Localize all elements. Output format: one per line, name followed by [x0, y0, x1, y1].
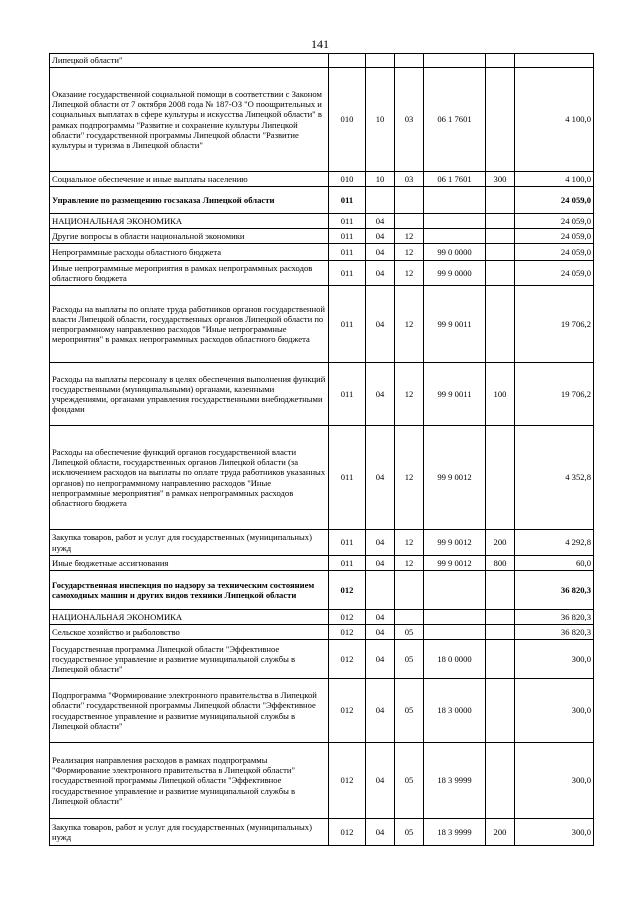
- row-amount: 24 059,0: [515, 187, 594, 214]
- row-section: 10: [366, 68, 395, 172]
- row-amount: [515, 54, 594, 68]
- row-subsection: 05: [395, 679, 424, 743]
- row-section: 04: [366, 214, 395, 229]
- row-admin-code: 011: [329, 426, 366, 530]
- row-amount: 19 706,2: [515, 286, 594, 363]
- row-subsection: [395, 571, 424, 610]
- row-amount: 36 820,3: [515, 571, 594, 610]
- row-section: 04: [366, 261, 395, 286]
- row-name: Социальное обеспечение и иные выплаты населению: [50, 172, 329, 187]
- row-subsection: 05: [395, 743, 424, 819]
- page-number: 141: [311, 37, 329, 51]
- row-admin-code: 011: [329, 363, 366, 426]
- row-target-article: 99 9 0012: [424, 426, 486, 530]
- row-expense-type: [486, 54, 515, 68]
- row-amount: 4 100,0: [515, 172, 594, 187]
- row-amount: 36 820,3: [515, 610, 594, 625]
- table-row: [50, 214, 594, 229]
- row-target-article: 99 9 0012: [424, 530, 486, 556]
- row-amount: 300,0: [515, 743, 594, 819]
- row-subsection: 12: [395, 426, 424, 530]
- row-subsection: 12: [395, 244, 424, 261]
- table-row: [50, 610, 594, 625]
- table-row: [50, 244, 594, 261]
- row-expense-type: 800: [486, 556, 515, 571]
- row-expense-type: 100: [486, 363, 515, 426]
- row-section: 04: [366, 625, 395, 640]
- row-expense-type: [486, 679, 515, 743]
- row-subsection: [395, 54, 424, 68]
- row-admin-code: 012: [329, 743, 366, 819]
- row-subsection: 12: [395, 286, 424, 363]
- row-expense-type: [486, 261, 515, 286]
- row-target-article: 06 1 7601: [424, 172, 486, 187]
- row-admin-code: 010: [329, 172, 366, 187]
- row-name: Государственная инспекция по надзору за техническим состоянием самоходных машин и других видов техники Липецкой области: [50, 571, 329, 610]
- table-body: [50, 54, 594, 846]
- table-row-department: [50, 187, 594, 214]
- table-row: [50, 640, 594, 679]
- row-amount: 19 706,2: [515, 363, 594, 426]
- table-row: [50, 625, 594, 640]
- table-row: [50, 679, 594, 743]
- row-name: Другие вопросы в области национальной экономики: [50, 229, 329, 244]
- row-admin-code: 011: [329, 244, 366, 261]
- row-target-article: 06 1 7601: [424, 68, 486, 172]
- row-target-article: [424, 571, 486, 610]
- table-row: [50, 286, 594, 363]
- row-subsection: 03: [395, 68, 424, 172]
- row-admin-code: 012: [329, 640, 366, 679]
- row-name: Расходы на обеспечение функций органов государственной власти Липецкой области, государственных органов Липецкой области (за исключением расходов на выплаты по оплате труда работников указанных органов) по непрограммному направлению расходов "Иные непрограммные мероприятия" в рамках непрограммных расходов областного бюджета: [50, 426, 329, 530]
- row-admin-code: 011: [329, 187, 366, 214]
- table-row: [50, 261, 594, 286]
- row-subsection: [395, 610, 424, 625]
- row-amount: 4 352,8: [515, 426, 594, 530]
- row-target-article: 99 9 0011: [424, 363, 486, 426]
- row-expense-type: [486, 571, 515, 610]
- row-section: 04: [366, 363, 395, 426]
- row-name: Закупка товаров, работ и услуг для государственных (муниципальных) нужд: [50, 819, 329, 846]
- row-amount: 36 820,3: [515, 625, 594, 640]
- table-row: [50, 229, 594, 244]
- row-target-article: [424, 229, 486, 244]
- row-admin-code: 011: [329, 556, 366, 571]
- row-name: Непрограммные расходы областного бюджета: [50, 244, 329, 261]
- row-admin-code: 011: [329, 214, 366, 229]
- row-section: 04: [366, 640, 395, 679]
- table-row: [50, 172, 594, 187]
- row-name: Липецкой области": [50, 54, 329, 68]
- row-amount: 300,0: [515, 640, 594, 679]
- row-subsection: 05: [395, 819, 424, 846]
- row-target-article: 18 0 0000: [424, 640, 486, 679]
- row-section: 04: [366, 530, 395, 556]
- row-subsection: 03: [395, 172, 424, 187]
- row-subsection: 12: [395, 530, 424, 556]
- row-target-article: [424, 610, 486, 625]
- table-row: [50, 363, 594, 426]
- row-name: Иные бюджетные ассигнования: [50, 556, 329, 571]
- row-expense-type: [486, 68, 515, 172]
- table-row: [50, 556, 594, 571]
- row-expense-type: [486, 286, 515, 363]
- row-section: 04: [366, 286, 395, 363]
- row-target-article: 99 9 0011: [424, 286, 486, 363]
- row-target-article: [424, 214, 486, 229]
- row-expense-type: [486, 610, 515, 625]
- row-section: 04: [366, 819, 395, 846]
- row-expense-type: [486, 640, 515, 679]
- row-target-article: 18 3 9999: [424, 743, 486, 819]
- row-expense-type: [486, 187, 515, 214]
- row-amount: 24 059,0: [515, 229, 594, 244]
- row-name: Реализация направления расходов в рамках подпрограммы "Формирование электронного правительства в Липецкой области" государственной программы Липецкой области "Эффективное государственное управление и развитие муниципальной службы в Липецкой области": [50, 743, 329, 819]
- row-target-article: 99 9 0012: [424, 556, 486, 571]
- row-admin-code: 012: [329, 571, 366, 610]
- budget-table: [49, 53, 594, 846]
- row-amount: 300,0: [515, 679, 594, 743]
- row-target-article: 18 3 9999: [424, 819, 486, 846]
- row-amount: 24 059,0: [515, 214, 594, 229]
- row-section: [366, 187, 395, 214]
- row-amount: 24 059,0: [515, 261, 594, 286]
- row-expense-type: [486, 625, 515, 640]
- row-subsection: 12: [395, 229, 424, 244]
- row-admin-code: [329, 54, 366, 68]
- table-row: [50, 426, 594, 530]
- row-amount: 4 100,0: [515, 68, 594, 172]
- table-row: [50, 819, 594, 846]
- row-name: Сельское хозяйство и рыболовство: [50, 625, 329, 640]
- row-expense-type: 300: [486, 172, 515, 187]
- row-expense-type: [486, 426, 515, 530]
- row-subsection: [395, 214, 424, 229]
- row-admin-code: 012: [329, 610, 366, 625]
- row-admin-code: 011: [329, 229, 366, 244]
- row-section: [366, 54, 395, 68]
- row-amount: 4 292,8: [515, 530, 594, 556]
- row-amount: 24 059,0: [515, 244, 594, 261]
- row-name: Управление по размещению госзаказа Липецкой области: [50, 187, 329, 214]
- row-name: Государственная программа Липецкой области "Эффективное государственное управление и развитие муниципальной службы в Липецкой области": [50, 640, 329, 679]
- row-admin-code: 012: [329, 679, 366, 743]
- row-name: Оказание государственной социальной помощи в соответствии с Законом Липецкой области от 7 октября 2008 года № 187-ОЗ "О поощрительных и социальных выплатах в сфере культуры и искусства Липецкой области" в рамках подпрограммы "Развитие и сохранение культуры Липецкой области" государственной программы Липецкой области "Развитие культуры и туризма в Липецкой области": [50, 68, 329, 172]
- row-section: 04: [366, 610, 395, 625]
- row-admin-code: 011: [329, 261, 366, 286]
- row-expense-type: [486, 214, 515, 229]
- row-admin-code: 012: [329, 819, 366, 846]
- row-target-article: 18 3 0000: [424, 679, 486, 743]
- row-name: Расходы на выплаты персоналу в целях обеспечения выполнения функций государственными (муниципальными) органами, казенными учреждениями, органами управления государственными внебюджетными фондами: [50, 363, 329, 426]
- row-subsection: 12: [395, 363, 424, 426]
- row-name: Иные непрограммные мероприятия в рамках непрограммных расходов областного бюджета: [50, 261, 329, 286]
- row-name: НАЦИОНАЛЬНАЯ ЭКОНОМИКА: [50, 214, 329, 229]
- row-name: НАЦИОНАЛЬНАЯ ЭКОНОМИКА: [50, 610, 329, 625]
- row-subsection: 12: [395, 556, 424, 571]
- table-row: [50, 530, 594, 556]
- row-subsection: [395, 187, 424, 214]
- row-section: 04: [366, 244, 395, 261]
- table-row: [50, 68, 594, 172]
- row-subsection: 05: [395, 640, 424, 679]
- row-admin-code: 012: [329, 625, 366, 640]
- row-name: Закупка товаров, работ и услуг для государственных (муниципальных) нужд: [50, 530, 329, 556]
- row-amount: 60,0: [515, 556, 594, 571]
- row-expense-type: 200: [486, 530, 515, 556]
- row-expense-type: 200: [486, 819, 515, 846]
- row-expense-type: [486, 229, 515, 244]
- row-subsection: 05: [395, 625, 424, 640]
- table-row: [50, 743, 594, 819]
- row-section: 10: [366, 172, 395, 187]
- row-target-article: 99 9 0000: [424, 261, 486, 286]
- table-row: [50, 54, 594, 68]
- row-section: [366, 571, 395, 610]
- row-expense-type: [486, 244, 515, 261]
- row-section: 04: [366, 679, 395, 743]
- row-admin-code: 011: [329, 530, 366, 556]
- row-subsection: 12: [395, 261, 424, 286]
- row-target-article: [424, 625, 486, 640]
- row-section: 04: [366, 426, 395, 530]
- row-name: Расходы на выплаты по оплате труда работников органов государственной власти Липецкой области, государственных органов Липецкой области по непрограммному направлению расходов "Иные непрограммные мероприятия" в рамках непрограммных расходов областного бюджета: [50, 286, 329, 363]
- row-section: 04: [366, 229, 395, 244]
- row-admin-code: 010: [329, 68, 366, 172]
- row-target-article: 99 0 0000: [424, 244, 486, 261]
- row-name: Подпрограмма "Формирование электронного правительства в Липецкой области" государственной программы Липецкой области "Эффективное государственное управление и развитие муниципальной службы в Липецкой области": [50, 679, 329, 743]
- row-target-article: [424, 187, 486, 214]
- row-section: 04: [366, 556, 395, 571]
- row-section: 04: [366, 743, 395, 819]
- row-admin-code: 011: [329, 286, 366, 363]
- table-row-department: [50, 571, 594, 610]
- row-amount: 300,0: [515, 819, 594, 846]
- row-expense-type: [486, 743, 515, 819]
- row-target-article: [424, 54, 486, 68]
